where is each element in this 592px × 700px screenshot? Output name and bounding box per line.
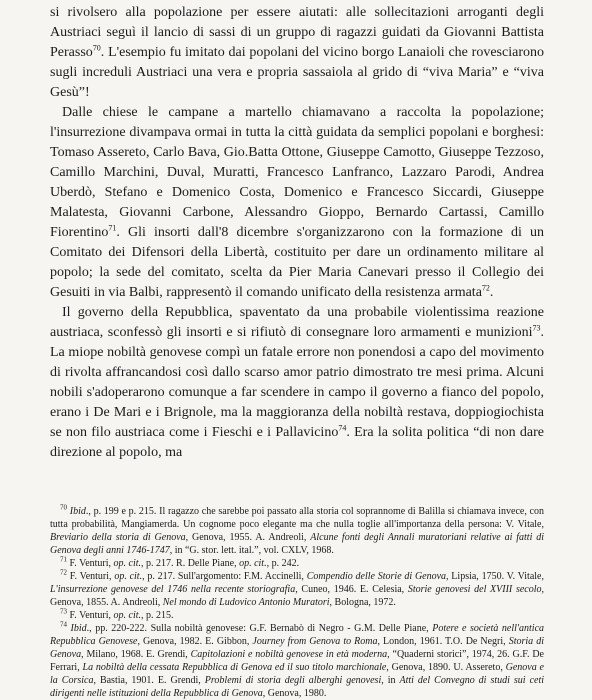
text-run: , Bastia, 1901. E. Grendi, [93, 675, 205, 686]
text-run: , Milano, 1968. E. Grendi, [81, 649, 191, 660]
footnote-ref: 74 [338, 423, 347, 433]
italic-text: Capitolazioni e nobiltà genovese in età moderna [190, 649, 388, 660]
text-run: , Lipsia, 1750. V. Vitale, [446, 571, 544, 582]
text-run: ., p. 199 e p. 215. Il ragazzo che sarebbe poi passato alla storia col soprannome di Balilla si chiamava invece, con tutta probabilità, Mangiamerda. Un cognome poco elegante ma che nulla toglie all'importanza della persona: V. Vitale, [50, 506, 544, 530]
text-run: , Cuneo, 1946. E. Celesia, [295, 584, 408, 595]
text-run: F. Venturi, [69, 571, 115, 582]
text-run: , p. 217. Sull'argomento: F.M. Accinelli, [142, 571, 307, 582]
italic-text: Ibid [70, 623, 87, 634]
italic-text: La nobiltà della cessata Repubblica di Genova ed il suo titolo marchionale [82, 662, 387, 673]
italic-text: Journey from Genova to Roma [252, 636, 378, 647]
italic-text: op. cit. [239, 558, 267, 569]
text-run: , “Quaderni storici”, 1974, 26. G.F. De Ferrari, [50, 649, 545, 673]
footnote [50, 505, 544, 557]
italic-text: op. cit. [114, 571, 143, 582]
footnote-ref: 70 [92, 43, 101, 53]
italic-text: Alcune fonti degli Annali muratoriani relative ai fatti di Genova degli anni 1746-1747 [50, 532, 545, 556]
text-run: F. Venturi, [69, 558, 114, 569]
body-text [50, 3, 544, 463]
text-run: F. Venturi, [69, 610, 114, 621]
footnotes [50, 505, 544, 700]
italic-text: Nel mondo di Ludovico Antonio Muratori [162, 597, 330, 608]
text-run: , Genova, 1980. [262, 688, 327, 699]
footnote-number: 74 [60, 620, 67, 629]
italic-text: L'insurrezione genovese del 1746 nella recente storiografia [50, 584, 296, 595]
text-run: . [489, 285, 494, 300]
text-run: . Era la solita politica “di non dare direzione al popolo, ma [50, 425, 544, 460]
footnote-ref: 71 [108, 223, 117, 233]
text-run: , in [381, 675, 400, 686]
text-run: . L'esempio fu imitato dai popolani del vicino borgo Lanaioli che rovesciarono sugli increduli Austriaci una vera e propria sassaiola al grido di “viva Maria” e “viva Gesù”! [50, 45, 544, 100]
footnote-number: 73 [60, 607, 67, 616]
italic-text: Compendio delle Storie di Genova [306, 571, 447, 582]
text-run: , Bologna, 1972. [329, 597, 396, 608]
footnote [50, 622, 544, 700]
text-run: Il governo della Repubblica, spaventato da una probabile violentissima reazione austriaca, sconfessò gli insorti e si rifiutò di consegnare loro armamenti e munizioni [50, 305, 544, 340]
text-run: si rivolsero alla popolazione per essere aiutati: alle sollecitazioni arroganti degli Austriaci seguì il lancio di sassi di un gruppo di ragazzi guidati da Giovanni Battista Perasso [50, 5, 544, 60]
paragraph [50, 3, 544, 103]
footnote [50, 609, 544, 622]
text-run: , Genova, 1855. A. Andreoli, [50, 584, 544, 608]
text-run: ., pp. 220-222. Sulla nobiltà genovese: G.F. Bernabò di Negro - G.M. Delle Piane, [86, 623, 433, 634]
italic-text: Ibid [69, 506, 86, 517]
text-run: , in “G. stor. lett. ital.”, vol. CXLV, 1968. [169, 545, 334, 556]
text-run: . La miope nobiltà genovese compì un fatale errore non ponendosi a capo del movimento di rivolta affrancandosi così dallo scarso amor patrio dimostrato tre mesi prima. Alcuni nobili s'adoperarono comunque a far scendere in campo il governo a fianco del popolo, erano i De Mari e i Brignole, ma la maggioranza della nobiltà restava, doppiogiochista se non filo austriaca come i Fieschi e i Pallavicino [50, 325, 544, 440]
italic-text: op. cit. [113, 610, 142, 621]
italic-text: Breviario della storia di Genova [50, 532, 186, 543]
italic-text: Atti del Convegno di studi sui ceti dirigenti nelle istituzioni della Repubblica di Genova [50, 675, 544, 699]
text-run: . Gli insorti dall'8 dicembre s'organizzarono con la formazione di un Comitato dei Difensori della Libertà, costituito per dare un ordinamento militare al popolo; la sede del comitato, scelta da Pier Maria Canevari presso il Collegio dei Gesuiti in via Balbi, rappresentò il comando unificato della resistenza armata [50, 225, 544, 300]
text-run: , Genova, 1890. U. Assereto, [386, 662, 506, 673]
italic-text: Genova e la Corsica [50, 662, 544, 686]
paragraph [50, 103, 544, 303]
footnote [50, 557, 544, 570]
footnote-number: 71 [60, 555, 67, 564]
italic-text: op. cit. [113, 558, 142, 569]
text-run: Dalle chiese le campane a martello chiamavano a raccolta la popolazione; l'insurrezione divampava ormai in tutta la città guidata da semplici popolani e borghesi: Tomaso Assereto, Carlo Bava, Gio.Batta Ottone, Giuseppe Camotto, Giuseppe Tezzoso, Camillo Marchini, Duval, Muratti, Francesco Lanfranco, Lazzaro Parodi, Andrea Uberdò, Stefano e Domenico Costa, Domenico e Francesco Siccardi, Giuseppe Malatesta, Giovanni Carbone, Alessandro Gioppo, Bernardo Cartassi, Camillo Fiorentino [50, 105, 544, 240]
text-run: , p. 215. [141, 610, 174, 621]
italic-text: Potere e società nell'antica Repubblica Genovese [50, 623, 545, 647]
text-run: , Genova, 1955. A. Andreoli, [185, 532, 311, 543]
footnote-ref: 73 [532, 323, 541, 333]
text-run: , p. 217. R. Delle Piane, [141, 558, 240, 569]
paragraph [50, 303, 544, 463]
text-run: , London, 1961. T.O. De Negri, [377, 636, 509, 647]
footnote [50, 570, 544, 609]
text-run: , Genova, 1982. E. Gibbon, [137, 636, 253, 647]
footnote-number: 72 [60, 568, 67, 577]
footnote-number: 70 [60, 503, 67, 512]
footnote-ref: 72 [481, 283, 490, 293]
italic-text: Storia di Genova [50, 636, 544, 660]
text-run: , p. 242. [266, 558, 300, 569]
italic-text: Storie genovesi del XVIII secolo [407, 584, 542, 595]
italic-text: Problemi di storia degli alberghi genovesi [204, 675, 382, 686]
